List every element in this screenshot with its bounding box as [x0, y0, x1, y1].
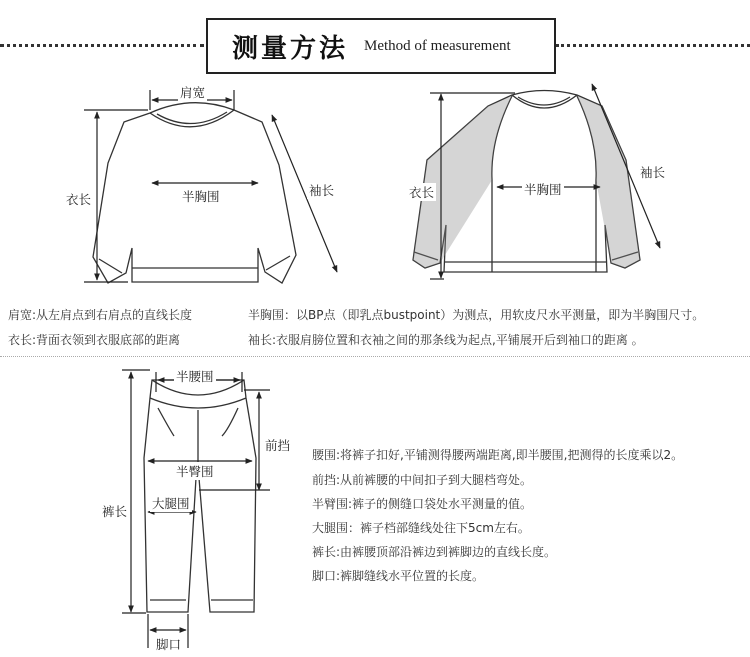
page-subtitle: Method of measurement — [364, 37, 511, 54]
label-raglan-sleeve: 袖长 — [640, 165, 666, 180]
label-shoulder: 肩宽 — [180, 85, 206, 100]
label-raglan-chest: 半胸围 — [524, 182, 562, 197]
page-title: 测量方法 — [232, 33, 349, 64]
label-cuff: 脚口 — [156, 637, 182, 652]
label-chest: 半胸围 — [182, 189, 220, 204]
label-hip: 半臀围 — [176, 464, 214, 479]
label-waist: 半腰围 — [176, 369, 214, 384]
desc-chest: 半胸围：以BP点（即乳点bustpoint）为测点，用软皮尺水平测量，即为半胸围尺寸。 — [248, 308, 705, 322]
pants-desc-waist: 腰围:将裤子扣好,平铺测得腰两端距离,即半腰围,把测得的长度乘以2。 — [312, 448, 684, 462]
section-divider — [0, 356, 750, 357]
pants-desc-hip: 半臂围:裤子的侧缝口袋处水平测量的值。 — [312, 497, 533, 511]
label-rise: 前挡 — [265, 438, 291, 453]
pants-desc-thigh: 大腿围：裤子档部缝线处往下5cm左右。 — [312, 521, 530, 535]
label-thigh: 大腿围 — [152, 496, 190, 511]
label-raglan-length: 衣长 — [409, 185, 435, 200]
label-length: 衣长 — [66, 192, 92, 207]
pants-desc-cuff: 脚口:裤脚缝线水平位置的长度。 — [312, 569, 485, 583]
desc-length: 衣长:背面衣领到衣服底部的距离 — [8, 333, 181, 347]
pants-desc-length: 裤长:由裤腰顶部沿裤边到裤脚边的直线长度。 — [312, 545, 557, 559]
pants-desc-rise: 前挡:从前裤腰的中间扣子到大腿档弯处。 — [312, 473, 533, 487]
desc-shoulder: 肩宽:从左肩点到右肩点的直线长度 — [8, 308, 193, 322]
label-sleeve: 袖长 — [309, 183, 335, 198]
desc-sleeve: 袖长:衣服肩膀位置和衣袖之间的那条线为起点,平铺展开后到袖口的距离 。 — [248, 333, 644, 347]
label-pants-length: 裤长 — [102, 504, 128, 519]
